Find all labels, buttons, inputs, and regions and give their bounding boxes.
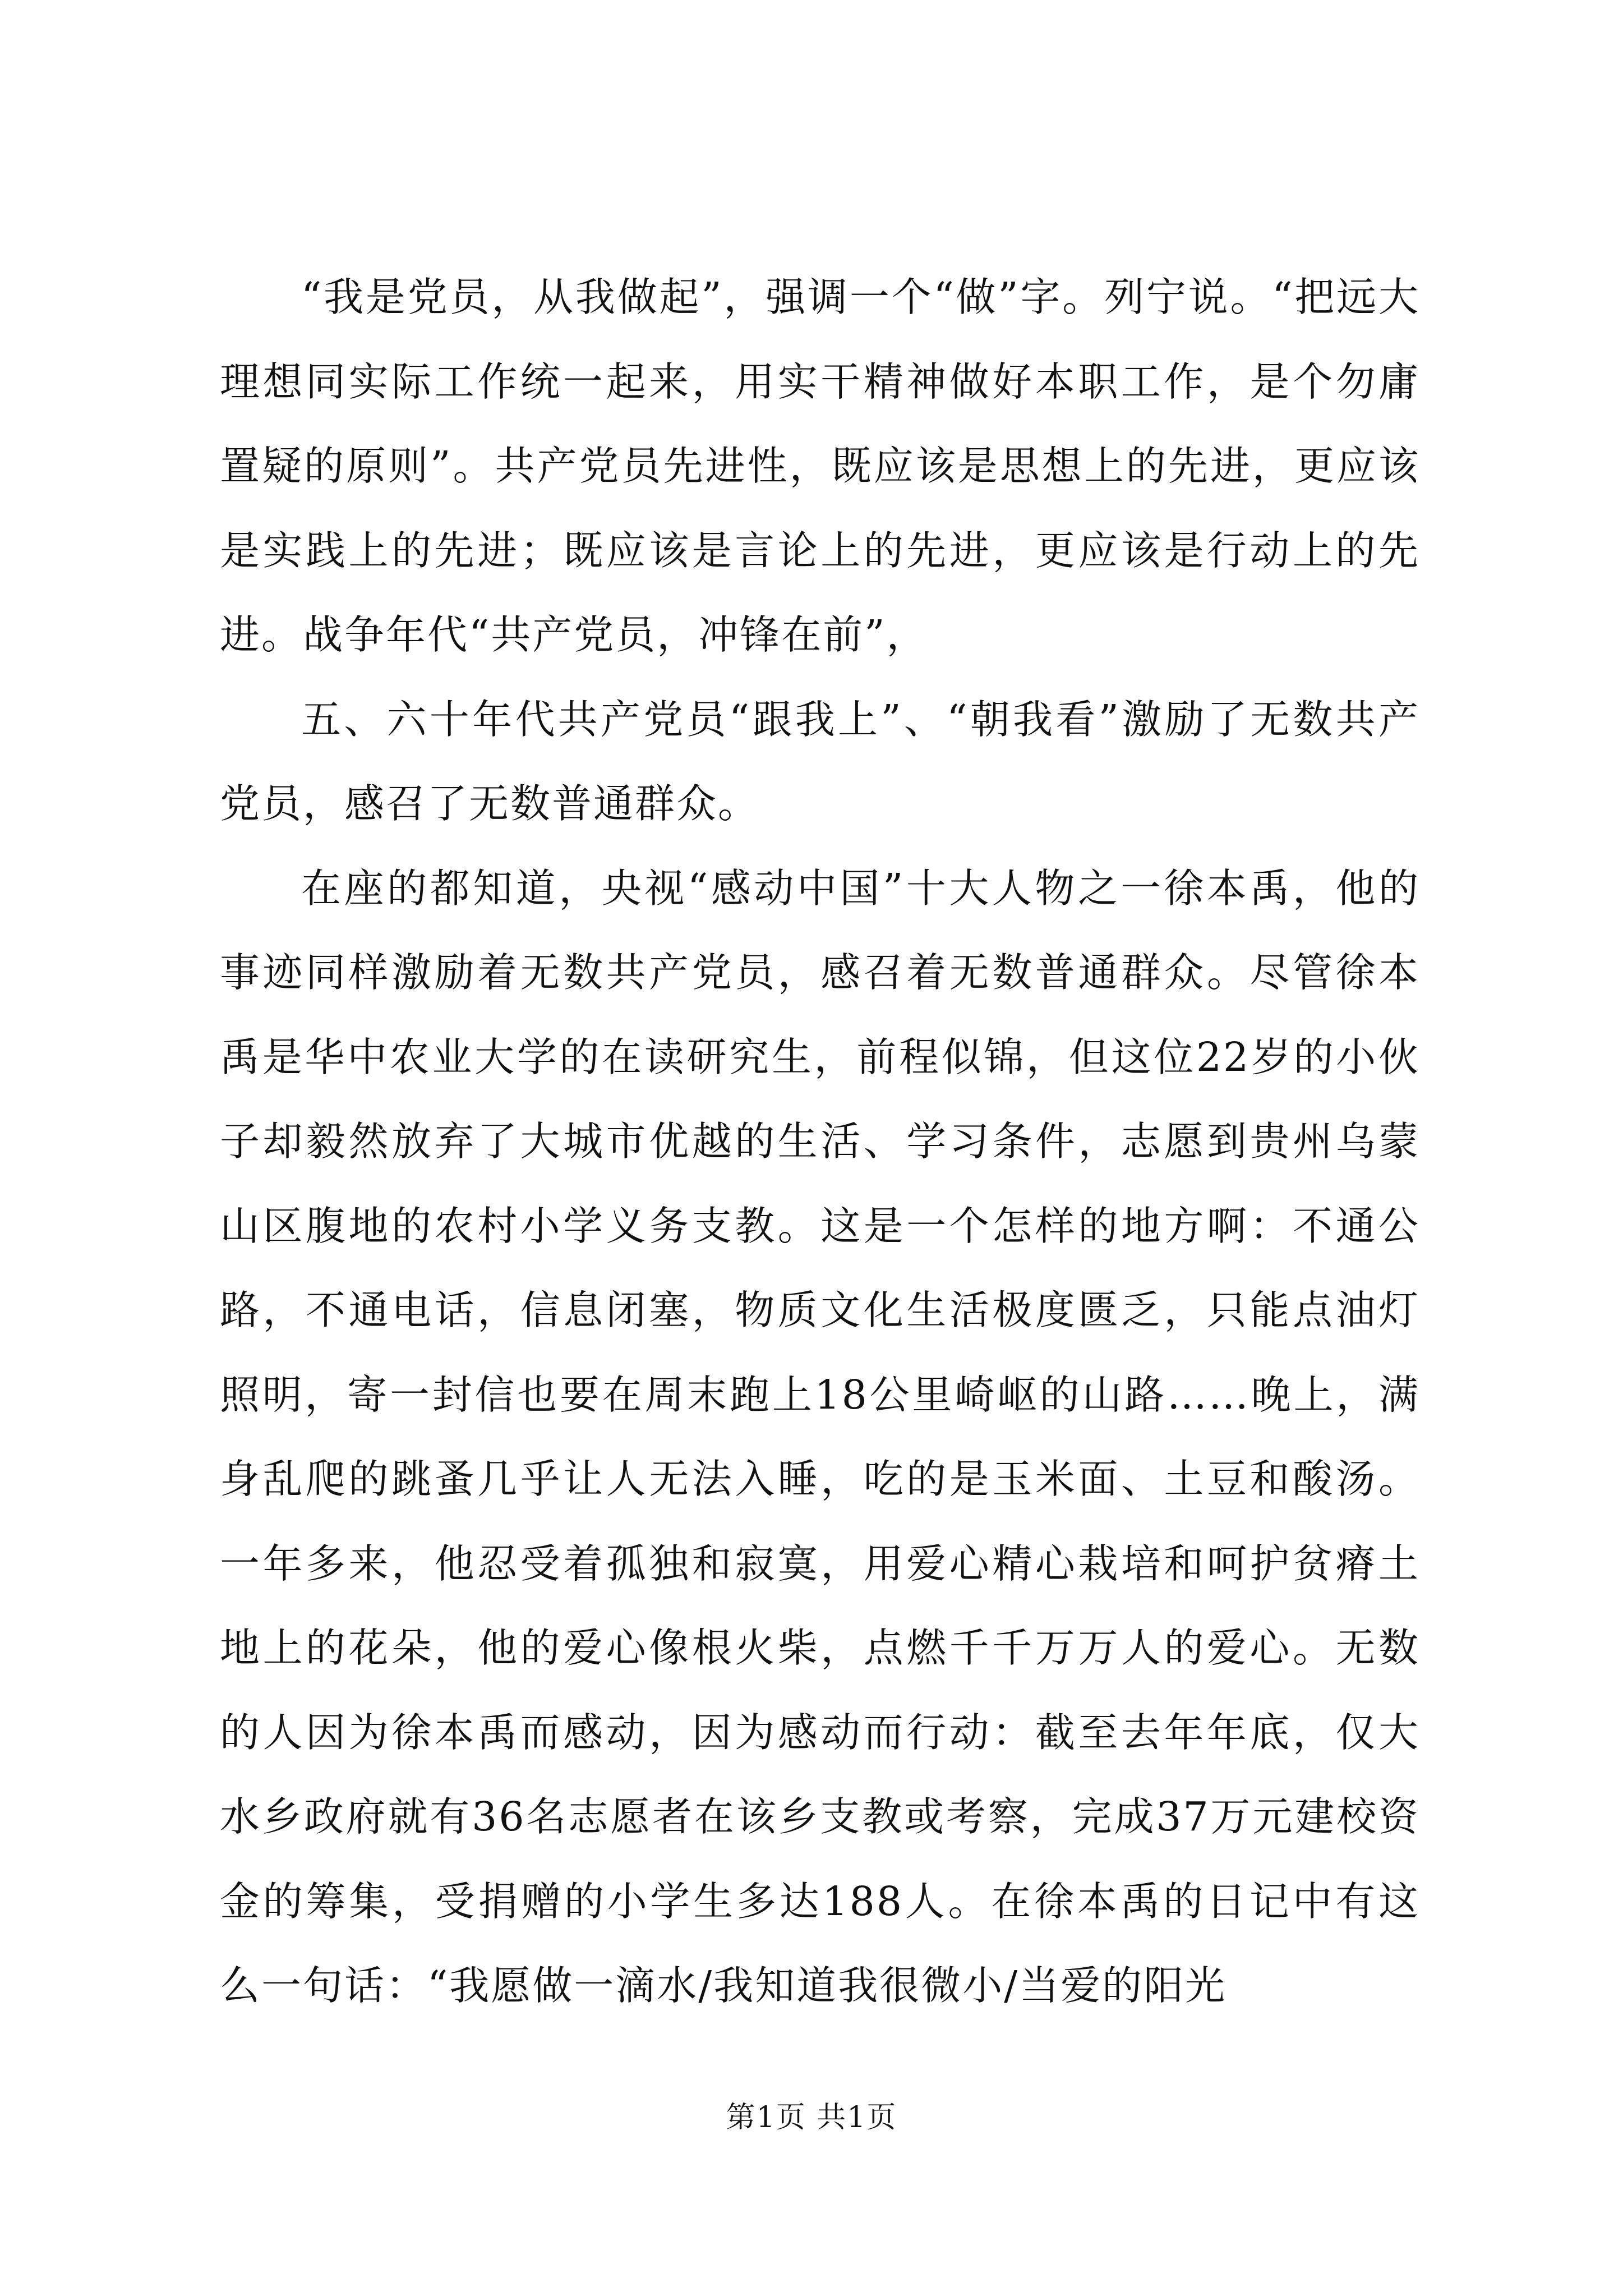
page-footer: 第1页 共1页	[726, 2101, 897, 2134]
paragraph-fifties-sixties: 五、六十年代共产党员“跟我上”、“朝我看”激励了无数共产党员，感召了无数普通群众。	[220, 696, 1420, 827]
paragraph-party-member: “我是党员，从我做起”，强调一个“做”字。列宁说。“把远大理想同实际工作统一起来，用实干精神做好本职工作，是个勿庸置疑的原则”。共产党员先进性，既应该是思想上的先进，更应该是实践上的先进；既应该是言论上的先进，更应该是行动上的先进。战争年代“共产党员，冲锋在前”，	[220, 274, 1420, 658]
paragraph-xu-benyu: 在座的都知道，央视“感动中国”十大人物之一徐本禹，他的事迹同样激励着无数共产党员，感召着无数普通群众。尽管徐本禹是华中农业大学的在读研究生，前程似锦，但这位22岁的小伙子却毅然放弃了大城市优越的生活、学习条件，志愿到贵州乌蒙山区腹地的农村小学义务支教。这是一个怎样的地方啊：不通公路，不通电话，信息闭塞，物质文化生活极度匮乏，只能点油灯照明，寄一封信也要在周末跑上18公里崎岖的山路……晚上，满身乱爬的跳蚤几乎让人无法入睡，吃的是玉米面、土豆和酸汤。一年多来，他忍受着孤独和寂寞，用爱心精心栽培和呵护贫瘠土地上的花朵，他的爱心像根火柴，点燃千千万万人的爱心。无数的人因为徐本禹而感动，因为感动而行动：截至去年年底，仅大水乡政府就有36名志愿者在该乡支教或考察，完成37万元建校资金的筹集，受捐赠的小学生多达188人。在徐本禹的日记中有这么一句话：“我愿做一滴水/我知道我很微小/当爱的阳光	[220, 864, 1420, 2009]
document-body	[220, 255, 1420, 2028]
